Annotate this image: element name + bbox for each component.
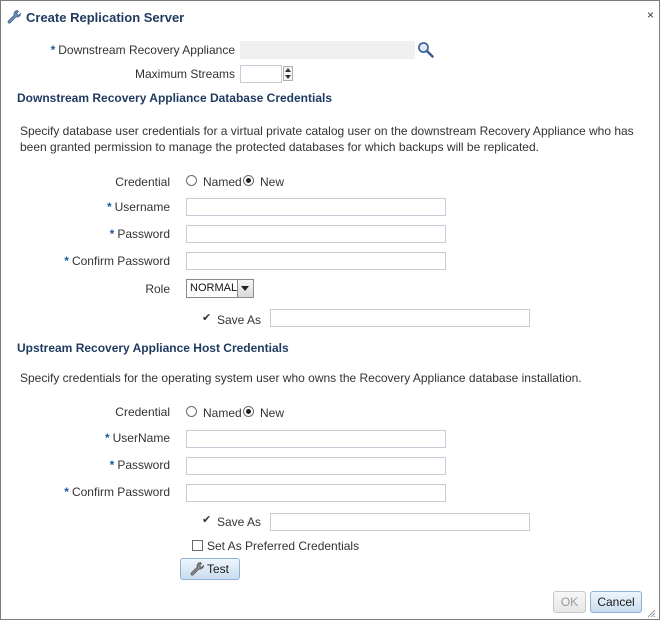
db-role-label: Role xyxy=(145,282,170,296)
host-confirm-password-label-text: Confirm Password xyxy=(71,485,170,499)
db-named-radio-label[interactable]: Named xyxy=(203,175,242,189)
host-save-as-input[interactable] xyxy=(270,513,530,531)
max-streams-label: Maximum Streams xyxy=(134,67,235,81)
host-new-radio[interactable] xyxy=(243,406,254,417)
host-named-radio[interactable] xyxy=(186,406,197,417)
spin-down-icon[interactable] xyxy=(285,75,291,79)
wrench-icon xyxy=(189,561,205,577)
dialog-title: Create Replication Server xyxy=(26,10,185,25)
db-password-label xyxy=(41,227,170,241)
spin-up-icon[interactable] xyxy=(285,68,291,72)
host-credentials-description: Specify credentials for the operating system user who owns the Recovery Appliance database installation. xyxy=(20,371,582,385)
host-password-input[interactable] xyxy=(186,457,446,475)
required-marker: * xyxy=(64,485,69,499)
checkmark-icon[interactable]: ✔ xyxy=(202,312,212,324)
db-credential-label: Credential xyxy=(115,175,170,189)
test-button-label: Test xyxy=(207,562,230,576)
required-marker: * xyxy=(64,254,69,268)
db-username-label-text: Username xyxy=(114,200,170,214)
host-new-radio-label[interactable]: New xyxy=(260,406,285,420)
db-role-value: NORMAL xyxy=(190,282,238,294)
search-icon[interactable] xyxy=(417,41,434,58)
db-save-as-label[interactable]: Save As xyxy=(217,313,262,327)
db-role-select[interactable] xyxy=(186,279,254,298)
host-credentials-heading: Upstream Recovery Appliance Host Credentials xyxy=(17,341,289,355)
close-icon[interactable]: × xyxy=(646,8,654,22)
required-marker: * xyxy=(106,200,112,214)
checkmark-icon[interactable]: ✔ xyxy=(202,514,212,526)
host-confirm-password-label xyxy=(41,485,170,499)
host-save-as-label[interactable]: Save As xyxy=(217,515,262,529)
preferred-credentials-checkbox[interactable] xyxy=(192,540,203,551)
db-named-radio[interactable] xyxy=(186,175,197,186)
db-confirm-password-label-text: Confirm Password xyxy=(71,254,170,268)
db-credentials-heading: Downstream Recovery Appliance Database Credentials xyxy=(17,91,333,105)
db-username-label xyxy=(41,200,170,214)
preferred-credentials-label[interactable]: Set As Preferred Credentials xyxy=(207,539,360,553)
host-username-input[interactable] xyxy=(186,430,446,448)
ok-button[interactable]: OK xyxy=(553,591,586,613)
db-confirm-password-label xyxy=(41,254,170,268)
required-marker: * xyxy=(50,43,56,57)
db-password-input[interactable] xyxy=(186,225,446,243)
db-confirm-password-input[interactable] xyxy=(186,252,446,270)
required-marker: * xyxy=(104,431,110,445)
dialog-titlebar xyxy=(1,1,659,31)
wrench-icon xyxy=(6,9,22,25)
host-confirm-password-input[interactable] xyxy=(186,484,446,502)
host-username-label xyxy=(41,431,170,445)
max-streams-spinner[interactable] xyxy=(283,66,293,81)
host-username-label-text: UserName xyxy=(112,431,170,445)
downstream-appliance-label-text: Downstream Recovery Appliance xyxy=(58,43,235,57)
db-new-radio-label[interactable]: New xyxy=(260,175,285,189)
cancel-button[interactable]: Cancel xyxy=(590,591,642,613)
db-password-label-text: Password xyxy=(117,227,170,241)
db-save-as-input[interactable] xyxy=(270,309,530,327)
host-named-radio-label[interactable]: Named xyxy=(203,406,242,420)
host-credential-label: Credential xyxy=(115,405,170,419)
max-streams-input[interactable] xyxy=(240,65,282,83)
db-username-input[interactable] xyxy=(186,198,446,216)
downstream-appliance-input[interactable] xyxy=(240,41,415,59)
downstream-appliance-label xyxy=(41,43,235,57)
db-credentials-description: Specify database user credentials for a virtual private catalog user on the downstream Recovery Appliance who has been granted permission to manage the protected databases for which backups will be replicated. xyxy=(20,124,634,154)
host-password-label xyxy=(41,458,170,472)
chevron-down-icon[interactable] xyxy=(237,280,253,297)
required-marker: * xyxy=(109,227,115,241)
db-new-radio[interactable] xyxy=(243,175,254,186)
host-password-label-text: Password xyxy=(117,458,170,472)
required-marker: * xyxy=(109,458,115,472)
resize-grip-icon[interactable] xyxy=(646,607,656,617)
test-button[interactable] xyxy=(180,558,240,580)
